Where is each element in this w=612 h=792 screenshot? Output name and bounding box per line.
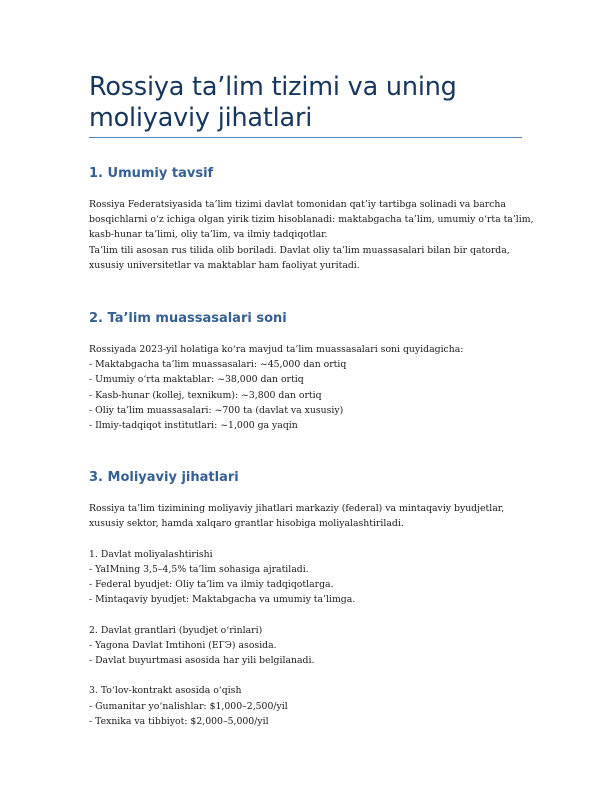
section-1-heading: 1. Umumiy tavsif [89,166,214,181]
paragraph-line: Ta’lim tili asosan rus tilida olib boriladi. Davlat oliy ta’lim muassasalari bilan bir qatorda, [89,244,510,256]
section-2-body [89,342,529,433]
list-item: - Kasb-hunar (kollej, texnikum): ~3,800 dan ortiq [89,389,322,401]
section-1-body [89,197,534,273]
title-underline [89,137,522,138]
list-item: - Texnika va tibbiyot: $2,000–5,000/yil [89,715,269,727]
document-title: Rossiya ta’lim tizimi va uning moliyaviy jihatlari [89,72,457,133]
paragraph-line: bosqichlarni o‘z ichiga olgan yirik tizim hisoblanadi: maktabgacha ta’lim, umumiy o‘rta ta’lim, [89,214,534,226]
paragraph-line: Rossiyada 2023-yil holatiga ko‘ra mavjud ta’lim muassasalari soni quyidagicha: [89,344,464,355]
list-item: - Yagona Davlat Imtihoni (ЕГЭ) asosida. [89,639,277,651]
list-item: - Oliy ta’lim muassasalari: ~700 ta (davlat va xususiy) [89,404,344,416]
list-item: - Gumanitar yo‘nalishlar: $1,000–2,500/yil [89,700,288,712]
list-item: - Umumiy o‘rta maktablar: ~38,000 dan ortiq [89,374,304,386]
group-title: 3. To‘lov-kontrakt asosida o‘qish [89,685,242,697]
group-title: 2. Davlat grantlari (byudjet o‘rinlari) [89,624,263,636]
paragraph-line: Rossiya Federatsiyasida ta’lim tizimi davlat tomonidan qat’iy tartibga solinadi va barcha [89,199,506,210]
paragraph-line: Rossiya ta’lim tizimining moliyaviy jihatlari markaziy (federal) va mintaqaviy byudjetlar, [89,503,505,514]
list-item: - YaIMning 3,5–4,5% ta’lim sohasiga ajratiladi. [89,563,309,575]
list-item: - Federal byudjet: Oliy ta’lim va ilmiy tadqiqotlarga. [89,579,334,590]
group-title: 1. Davlat moliyalashtirishi [89,548,213,560]
paragraph-line: xususiy universitetlar va maktablar ham faoliyat yuritadi. [89,259,360,271]
list-item: - Maktabgacha ta’lim muassasalari: ~45,000 dan ortiq [89,359,347,371]
paragraph-line: xususiy sektor, hamda xalqaro grantlar hisobiga moliyalashtiriladi. [89,518,404,530]
list-item: - Mintaqaviy byudjet: Maktabgacha va umumiy ta’limga. [89,594,356,606]
section-2-heading: 2. Ta’lim muassasalari soni [89,311,287,326]
section-3-body [89,501,529,729]
paragraph-line: kasb-hunar ta’limi, oliy ta’lim, va ilmiy tadqiqotlar. [89,229,328,241]
list-item: - Davlat buyurtmasi asosida har yili belgilanadi. [89,655,315,666]
list-item: - Ilmiy-tadqiqot institutlari: ~1,000 ga yaqin [89,420,298,432]
section-3-heading: 3. Moliyaviy jihatlari [89,470,239,485]
